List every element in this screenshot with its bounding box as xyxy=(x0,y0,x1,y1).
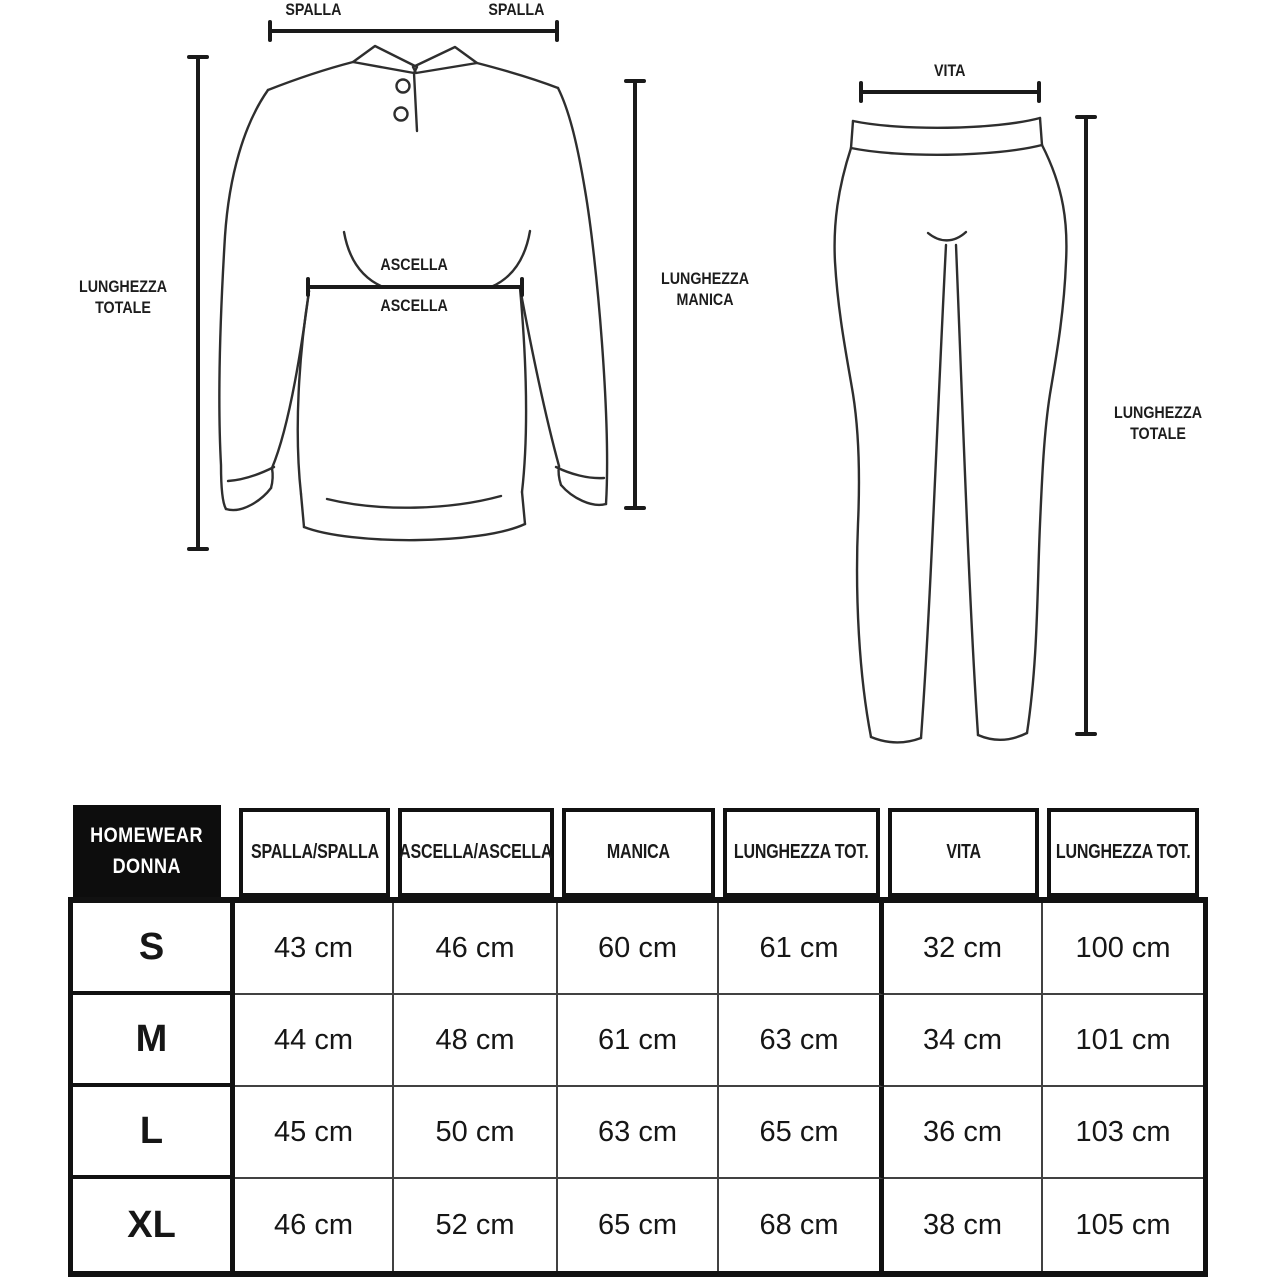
value-cell: 44 cm xyxy=(235,995,394,1087)
size-cell-s: S xyxy=(73,903,235,995)
measure-line-lunghezza-totale-shirt xyxy=(189,57,207,549)
value-cell: 32 cm xyxy=(884,903,1043,995)
value-cell: 45 cm xyxy=(235,1087,394,1179)
value-cell: 48 cm xyxy=(394,995,558,1087)
label-lunghezza-manica: LUNGHEZZA MANICA xyxy=(660,269,750,310)
label-lunghezza-totale-pants: LUNGHEZZA TOTALE xyxy=(1113,403,1203,444)
value-cell: 38 cm xyxy=(884,1179,1043,1271)
size-table-body xyxy=(68,903,1208,1277)
value-cell: 52 cm xyxy=(394,1179,558,1271)
size-table xyxy=(68,805,1208,1277)
column-header-manica: MANICA xyxy=(562,808,715,897)
value-cell: 105 cm xyxy=(1043,1179,1203,1271)
measure-line-ascella xyxy=(308,279,522,295)
column-header-lunghezza-tot-pants: LUNGHEZZA TOT. xyxy=(1047,808,1199,897)
size-cell-m: M xyxy=(73,995,235,1087)
label-spalla-right: SPALLA xyxy=(487,0,545,19)
label-spalla-left: SPALLA xyxy=(284,0,342,19)
shirt-button-top xyxy=(397,80,410,93)
size-cell-xl: XL xyxy=(73,1179,235,1271)
value-cell: 50 cm xyxy=(394,1087,558,1179)
label-ascella-bottom: ASCELLA xyxy=(380,296,448,315)
label-ascella-top: ASCELLA xyxy=(380,255,448,274)
value-cell: 63 cm xyxy=(719,995,884,1087)
pants-drawing xyxy=(835,118,1067,742)
value-cell: 65 cm xyxy=(558,1179,719,1271)
value-cell: 34 cm xyxy=(884,995,1043,1087)
measurement-lines xyxy=(189,22,1095,734)
size-table-header xyxy=(68,805,1208,897)
column-header-vita: VITA xyxy=(888,808,1039,897)
value-cell: 46 cm xyxy=(235,1179,394,1271)
value-cell: 61 cm xyxy=(558,995,719,1087)
value-cell: 60 cm xyxy=(558,903,719,995)
shirt-drawing xyxy=(219,46,607,540)
measure-line-vita xyxy=(861,83,1039,101)
shirt-button-bottom xyxy=(395,108,408,121)
size-cell-l: L xyxy=(73,1087,235,1179)
value-cell: 43 cm xyxy=(235,903,394,995)
value-cell: 63 cm xyxy=(558,1087,719,1179)
label-vita: VITA xyxy=(934,61,966,80)
product-name-line2: DONNA xyxy=(112,855,182,878)
value-cell: 46 cm xyxy=(394,903,558,995)
product-name-line1: HOMEWEAR xyxy=(90,823,204,847)
column-header-lunghezza-tot-shirt: LUNGHEZZA TOT. xyxy=(723,808,880,897)
value-cell: 100 cm xyxy=(1043,903,1203,995)
value-cell: 103 cm xyxy=(1043,1087,1203,1179)
column-header-spalla: SPALLA/SPALLA xyxy=(239,808,390,897)
column-header-ascella: ASCELLA/ASCELLA xyxy=(398,808,554,897)
value-cell: 61 cm xyxy=(719,903,884,995)
measure-line-spalla xyxy=(270,22,557,40)
value-cell: 36 cm xyxy=(884,1087,1043,1179)
value-cell: 68 cm xyxy=(719,1179,884,1271)
table-header-product xyxy=(73,805,221,897)
label-lunghezza-totale-shirt: LUNGHEZZA TOTALE xyxy=(78,277,168,318)
value-cell: 101 cm xyxy=(1043,995,1203,1087)
value-cell: 65 cm xyxy=(719,1087,884,1179)
